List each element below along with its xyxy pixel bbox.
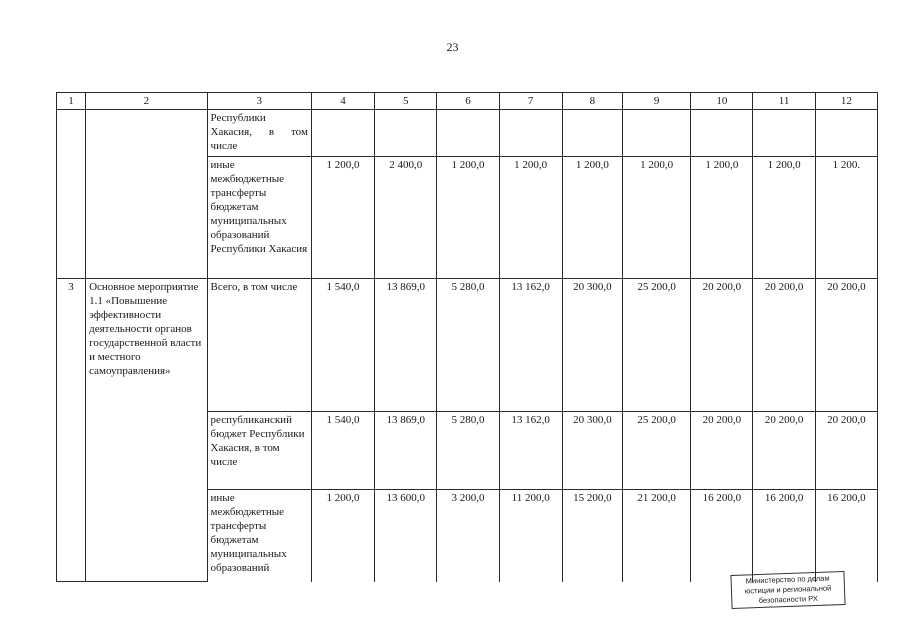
- stamp-line: безопасности РХ: [758, 593, 819, 606]
- row-number-cell: [57, 110, 86, 279]
- header-cell: 6: [437, 93, 499, 110]
- value-cell: 1 200,0: [623, 157, 691, 279]
- value-cell: 13 162,0: [499, 412, 562, 490]
- source-cell: Всего, в том числе: [207, 279, 311, 412]
- value-cell: 20 200,0: [815, 412, 877, 490]
- value-cell: 16 200,0: [691, 490, 753, 582]
- row-number-cell: 3: [57, 279, 86, 582]
- header-cell: 8: [562, 93, 622, 110]
- header-cell: 1: [57, 93, 86, 110]
- value-cell: 20 200,0: [691, 279, 753, 412]
- value-cell: 2 400,0: [375, 157, 437, 279]
- budget-table: [56, 92, 878, 582]
- value-cell: 1 200,0: [562, 157, 622, 279]
- value-cell: 1 200,0: [311, 490, 374, 582]
- value-cell: 20 200,0: [753, 279, 815, 412]
- header-cell: 5: [375, 93, 437, 110]
- value-cell: [691, 110, 753, 157]
- value-cell: [623, 110, 691, 157]
- value-cell: 13 600,0: [375, 490, 437, 582]
- value-cell: 5 280,0: [437, 279, 499, 412]
- value-cell: [815, 110, 877, 157]
- header-cell: 12: [815, 93, 877, 110]
- page-number: 23: [446, 40, 459, 54]
- value-cell: 13 869,0: [375, 279, 437, 412]
- value-cell: 20 200,0: [753, 412, 815, 490]
- source-cell: иные межбюджетные трансферты бюджетам муниципальных образований: [207, 490, 311, 582]
- value-cell: 5 280,0: [437, 412, 499, 490]
- value-cell: 16 200,0: [753, 490, 815, 582]
- value-cell: 21 200,0: [623, 490, 691, 582]
- header-cell: 3: [207, 93, 311, 110]
- value-cell: 1 200,0: [499, 157, 562, 279]
- table-row: [57, 279, 878, 412]
- source-cell: Республики Хакасия, в том числе: [207, 110, 311, 157]
- value-cell: [499, 110, 562, 157]
- value-cell: 1 200,0: [691, 157, 753, 279]
- value-cell: 11 200,0: [499, 490, 562, 582]
- header-cell: 9: [623, 93, 691, 110]
- header-cell: 4: [311, 93, 374, 110]
- value-cell: 16 200,0: [815, 490, 877, 582]
- value-cell: [437, 110, 499, 157]
- value-cell: [562, 110, 622, 157]
- value-cell: 25 200,0: [623, 279, 691, 412]
- value-cell: 1 200,0: [753, 157, 815, 279]
- value-cell: [375, 110, 437, 157]
- value-cell: 15 200,0: [562, 490, 622, 582]
- event-cell: [86, 110, 207, 279]
- value-cell: 1 540,0: [311, 412, 374, 490]
- value-cell: 20 200,0: [815, 279, 877, 412]
- value-cell: 25 200,0: [623, 412, 691, 490]
- header-row: [57, 93, 878, 110]
- value-cell: 20 300,0: [562, 279, 622, 412]
- table-row: [57, 110, 878, 157]
- header-cell: 11: [753, 93, 815, 110]
- value-cell: 1 200.: [815, 157, 877, 279]
- header-cell: 10: [691, 93, 753, 110]
- source-cell: иные межбюджетные трансферты бюджетам муниципальных образований Республики Хакасия: [207, 157, 311, 279]
- registration-stamp: [730, 571, 845, 609]
- value-cell: 1 200,0: [437, 157, 499, 279]
- value-cell: 20 200,0: [691, 412, 753, 490]
- value-cell: 1 200,0: [311, 157, 374, 279]
- value-cell: 20 300,0: [562, 412, 622, 490]
- value-cell: [753, 110, 815, 157]
- value-cell: [311, 110, 374, 157]
- value-cell: 13 869,0: [375, 412, 437, 490]
- value-cell: 3 200,0: [437, 490, 499, 582]
- value-cell: 13 162,0: [499, 279, 562, 412]
- value-cell: 1 540,0: [311, 279, 374, 412]
- header-cell: 7: [499, 93, 562, 110]
- header-cell: 2: [86, 93, 207, 110]
- stamp-line: юстиции и региональной: [744, 583, 832, 596]
- stamp-line: Министерство по делам: [745, 573, 830, 586]
- source-cell: республиканский бюджет Республики Хакасия, в том числе: [207, 412, 311, 490]
- event-cell: Основное мероприятие 1.1 «Повышение эффективности деятельности органов государственной власти и местного самоуправления»: [86, 279, 207, 582]
